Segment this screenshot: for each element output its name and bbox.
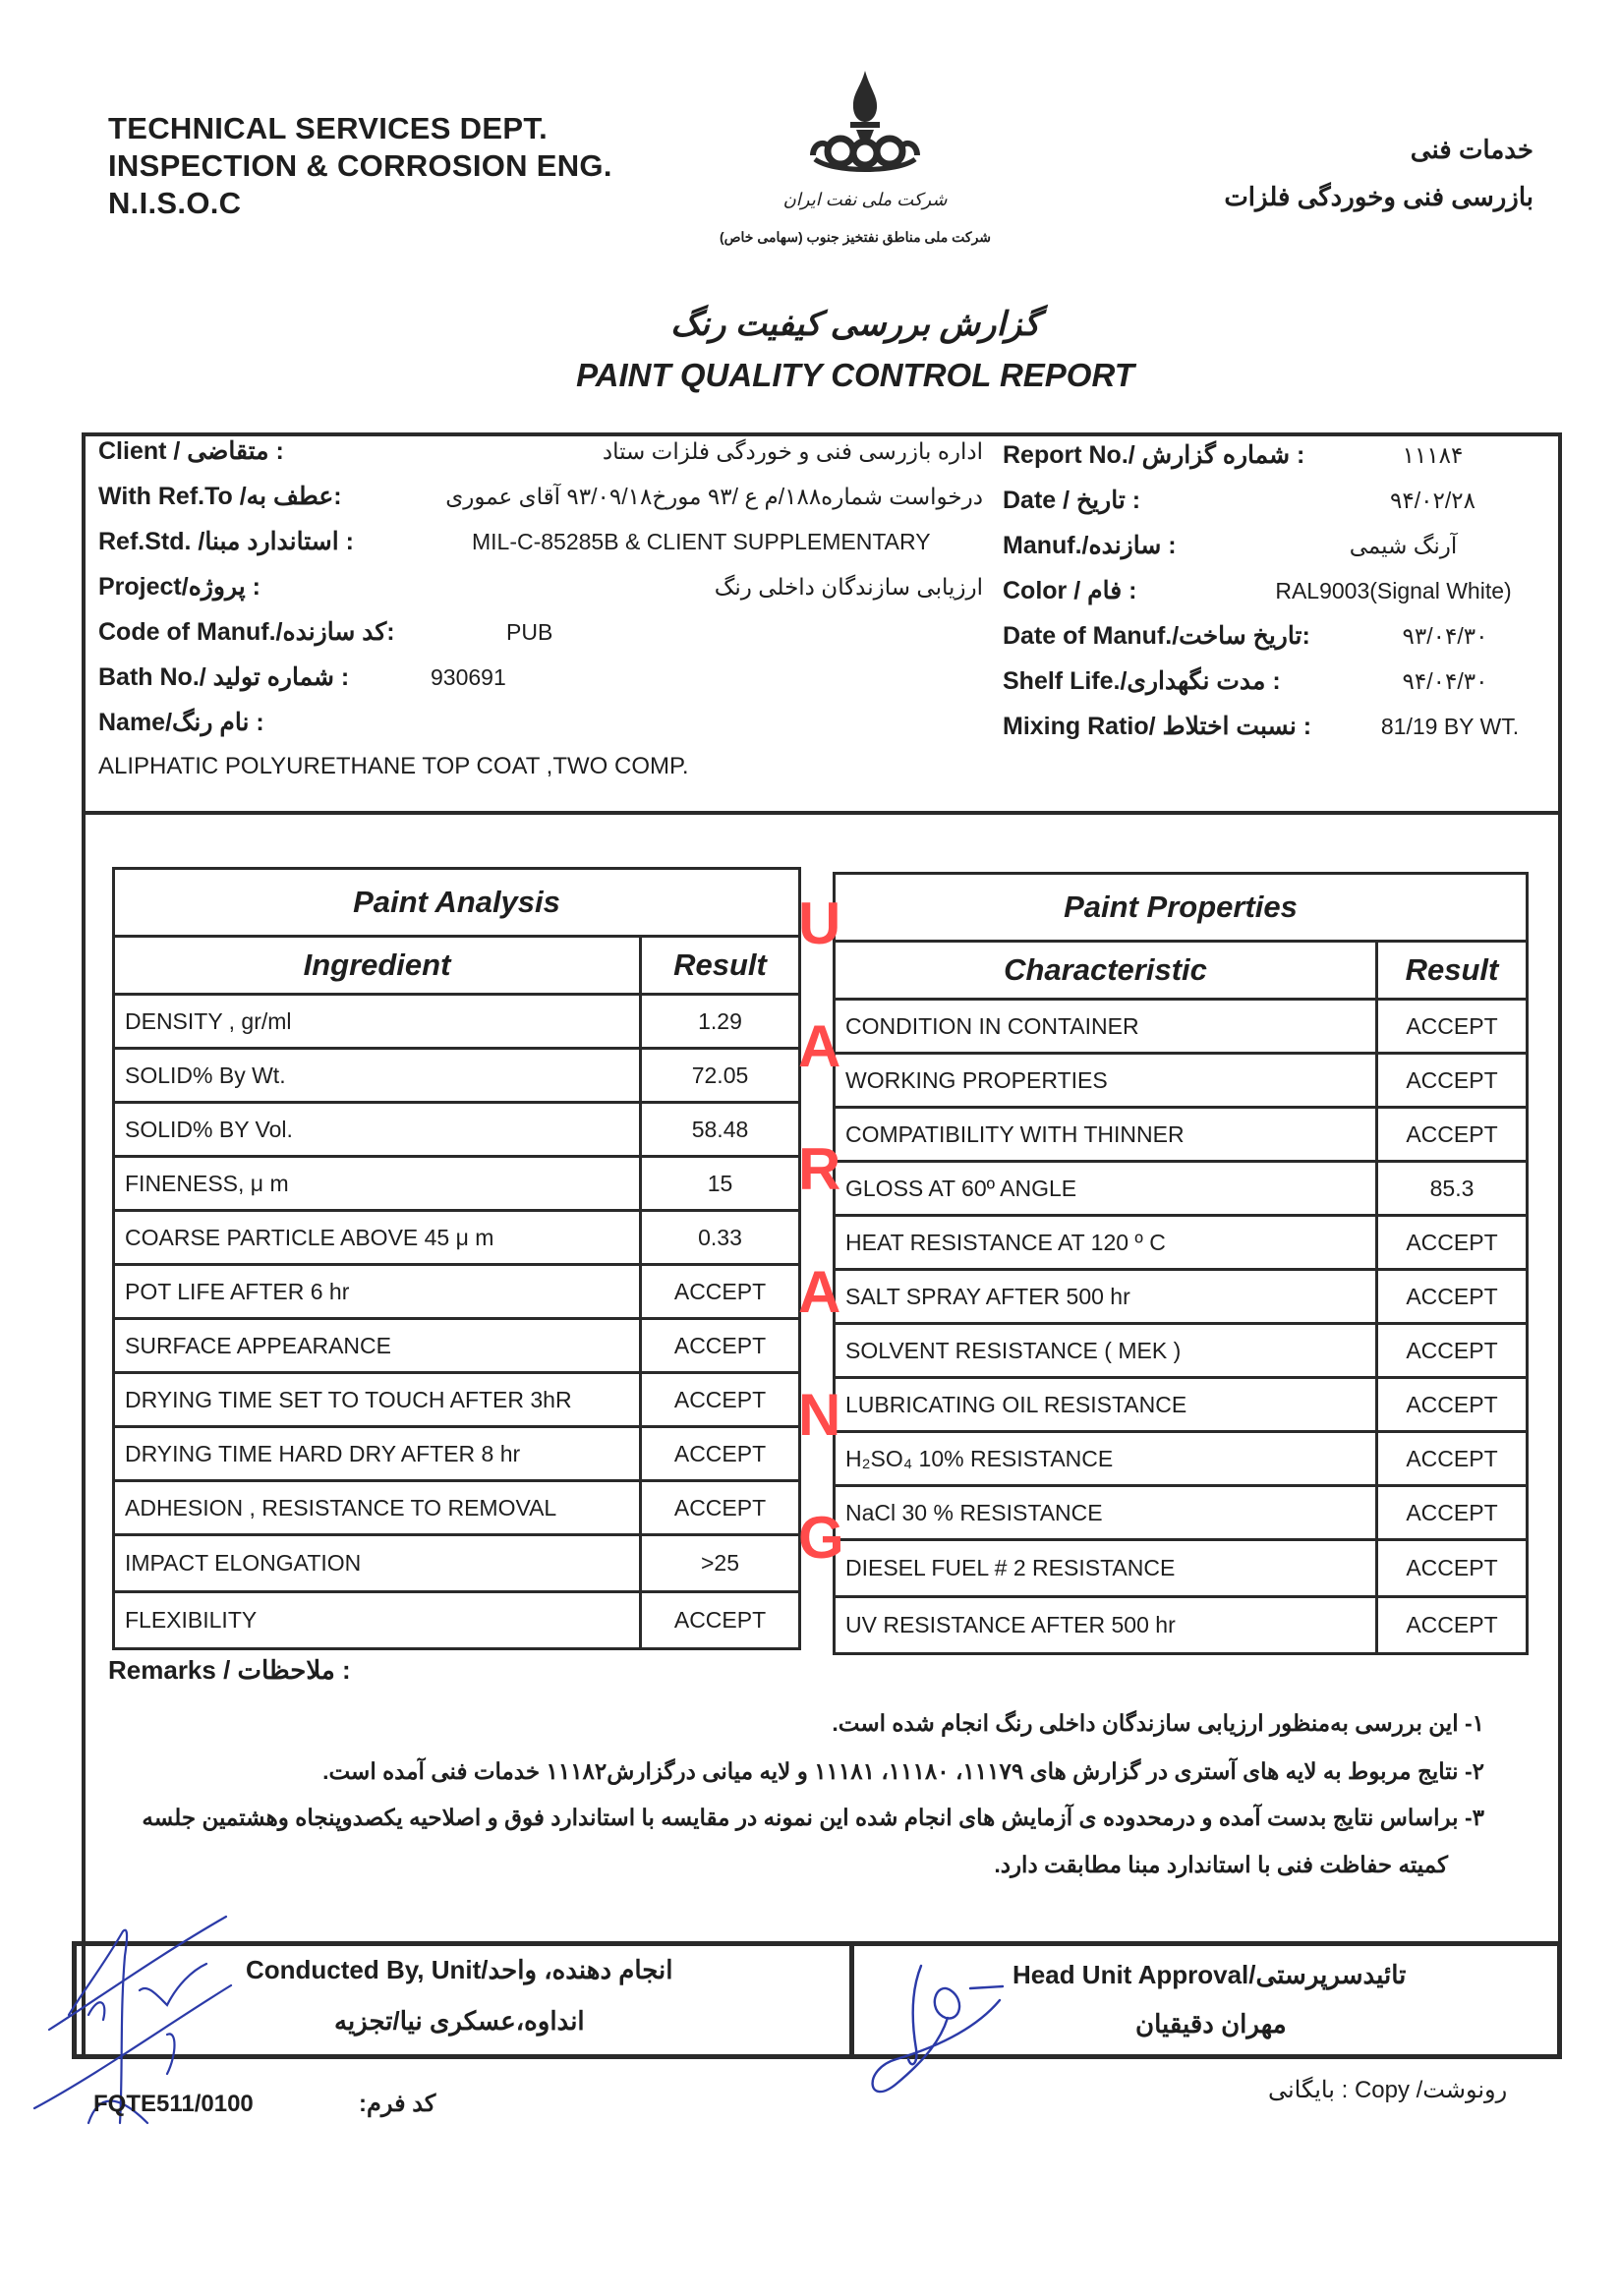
properties-row (835, 1540, 1528, 1597)
analysis-name-cell: ADHESION , RESISTANCE TO REMOVAL (114, 1481, 641, 1535)
ref-std-value: MIL-C-85285B & CLIENT SUPPLEMENTARY (472, 529, 931, 554)
analysis-col-ingredient: Ingredient (114, 937, 641, 995)
date-of-manuf-label: Date of Manuf./تاریخ ساخت: (1003, 622, 1310, 650)
persian-header-line-2: بازرسی فنی وخوردگی فلزات (1224, 182, 1533, 211)
analysis-row (114, 1319, 800, 1373)
remarks-label (108, 1654, 351, 1686)
analysis-row (114, 1211, 800, 1265)
paint-name: ALIPHATIC POLYURETHANE TOP COAT ,TWO COMP. (98, 753, 689, 779)
properties-result-cell: ACCEPT (1377, 1432, 1528, 1486)
form-code-label: کد فرم: (359, 2091, 436, 2117)
department-header (108, 110, 612, 222)
analysis-result-cell: ACCEPT (641, 1592, 800, 1649)
signature-row-left-border (72, 1941, 77, 2059)
properties-result-cell: ACCEPT (1377, 1270, 1528, 1324)
date-of-manuf-field (1003, 621, 1548, 666)
analysis-name-cell: IMPACT ELONGATION (114, 1535, 641, 1592)
conducted-by-title (246, 1954, 673, 1985)
flame-emblem-icon (791, 69, 939, 187)
dept-line-1: TECHNICAL SERVICES DEPT. (108, 111, 549, 145)
batch-no-label: Bath No./ شماره تولید : (98, 663, 350, 691)
name-field (98, 708, 983, 753)
conducted-by-label: انجام دهنده، واحد/Conducted By, Unit (246, 1955, 673, 1984)
project-value: ارزیابی سازندگان داخلی رنگ (714, 574, 983, 600)
properties-name-cell: HEAT RESISTANCE AT 120 º C (835, 1216, 1377, 1270)
conducted-by-names: انداوه،عسکری نیا/تجزیه (334, 2006, 585, 2036)
remarks-label-text: Remarks / ملاحظات : (108, 1655, 351, 1685)
properties-result-cell: 85.3 (1377, 1162, 1528, 1216)
date-value: ۹۴/۰۲/۲۸ (1390, 488, 1475, 513)
watermark-stamp (798, 875, 844, 1622)
manufacturer-field (1003, 531, 1548, 576)
analysis-result-cell: 15 (641, 1157, 800, 1211)
analysis-result-cell: ACCEPT (641, 1427, 800, 1481)
report-title-persian: گزارش بررسی کیفیت رنگ (670, 306, 1040, 343)
properties-row (835, 1486, 1528, 1540)
info-left (98, 436, 983, 792)
analysis-row (114, 1427, 800, 1481)
head-approval-title (1012, 1959, 1406, 1990)
manufacturer-label: Manuf./سازنده : (1003, 532, 1177, 559)
persian-header-line-1: خدمات فنی (1410, 135, 1533, 164)
mixing-ratio-label: Mixing Ratio/ نسبت اختلاط : (1003, 713, 1312, 740)
info-divider (82, 811, 1562, 815)
properties-result-cell: ACCEPT (1377, 1216, 1528, 1270)
watermark-letter: G (798, 1505, 844, 1571)
with-ref-value: درخواست شماره۱۸۸/م ع /۹۳ مورخ۹۳/۰۹/۱۸ آقای عموری (445, 484, 983, 509)
properties-name-cell: COMPATIBILITY WITH THINNER (835, 1108, 1377, 1162)
date-label: Date / تاریخ : (1003, 487, 1141, 514)
properties-row (835, 1270, 1528, 1324)
color-field (1003, 576, 1548, 621)
properties-name-cell: LUBRICATING OIL RESISTANCE (835, 1378, 1377, 1432)
analysis-name-cell: POT LIFE AFTER 6 hr (114, 1265, 641, 1319)
properties-row (835, 1324, 1528, 1378)
watermark-letter: R (798, 1136, 841, 1202)
ref-std-field (98, 527, 983, 572)
properties-name-cell: NaCl 30 % RESISTANCE (835, 1486, 1377, 1540)
analysis-name-cell: SOLID% BY Vol. (114, 1103, 641, 1157)
analysis-result-cell: ACCEPT (641, 1373, 800, 1427)
properties-name-cell: CONDITION IN CONTAINER (835, 1000, 1377, 1054)
properties-row (835, 1108, 1528, 1162)
shelf-life-value: ۹۴/۰۴/۳۰ (1402, 668, 1488, 694)
mixing-ratio-field (1003, 712, 1548, 757)
code-of-manuf-value: PUB (506, 619, 553, 645)
project-field (98, 572, 983, 617)
paint-analysis-table (112, 867, 801, 1650)
manufacturer-value: آرنگ شیمی (1349, 533, 1458, 558)
analysis-name-cell: SURFACE APPEARANCE (114, 1319, 641, 1373)
date-field (1003, 486, 1548, 531)
properties-col-result: Result (1377, 942, 1528, 1000)
report-title: PAINT QUALITY CONTROL REPORT (576, 357, 1134, 393)
client-value: اداره بازرسی فنی و خوردگی فلزات ستاد (602, 438, 983, 464)
copy-distribution: رونوشت/ Copy : بایگانی (1268, 2077, 1508, 2103)
analysis-result-cell: 0.33 (641, 1211, 800, 1265)
head-approval-label: تائیدسرپرستی/Head Unit Approval (1012, 1960, 1407, 1989)
properties-row (835, 1216, 1528, 1270)
properties-name-cell: GLOSS AT 60º ANGLE (835, 1162, 1377, 1216)
report-no-field (1003, 440, 1548, 486)
properties-result-cell: ACCEPT (1377, 1486, 1528, 1540)
analysis-row (114, 995, 800, 1049)
project-label: Project/پروژه : (98, 573, 260, 601)
form-code: FQTE511/0100 (93, 2091, 254, 2117)
remark-line-1: ۱- این بررسی به‌منظور ارزیابی سازندگان داخلی رنگ انجام شده است. (832, 1710, 1484, 1736)
analysis-name-cell: FLEXIBILITY (114, 1592, 641, 1649)
analysis-row (114, 1481, 800, 1535)
analysis-row (114, 1373, 800, 1427)
info-right (1003, 440, 1548, 757)
shelf-life-field (1003, 666, 1548, 712)
company-subtitle: شرکت ملی مناطق نفتخیز جنوب (سهامی خاص) (719, 229, 992, 245)
analysis-result-cell: 72.05 (641, 1049, 800, 1103)
properties-name-cell: H₂SO₄ 10% RESISTANCE (835, 1432, 1377, 1486)
properties-result-cell: ACCEPT (1377, 1324, 1528, 1378)
batch-no-field (98, 662, 983, 708)
analysis-name-cell: DRYING TIME SET TO TOUCH AFTER 3hR (114, 1373, 641, 1427)
code-of-manuf-label: Code of Manuf./کد سازنده: (98, 618, 395, 646)
properties-row (835, 1432, 1528, 1486)
name-label: Name/نام رنگ : (98, 709, 264, 736)
properties-result-cell: ACCEPT (1377, 1000, 1528, 1054)
watermark-letter: A (798, 1013, 841, 1079)
properties-row (835, 1000, 1528, 1054)
signature-row-right-border (1557, 1941, 1562, 2059)
analysis-name-cell: COARSE PARTICLE ABOVE 45 μ m (114, 1211, 641, 1265)
analysis-name-cell: DRYING TIME HARD DRY AFTER 8 hr (114, 1427, 641, 1481)
client-label: Client / متقاضی : (98, 437, 284, 465)
batch-no-value: 930691 (431, 664, 506, 690)
analysis-result-cell: 1.29 (641, 995, 800, 1049)
report-no-value: ۱۱۱۸۴ (1402, 442, 1464, 468)
report-no-label: Report No./ شماره گزارش : (1003, 441, 1305, 469)
client-field (98, 436, 983, 482)
head-approval-name: مهران دقیقیان (1135, 2009, 1287, 2038)
paint-name-line (98, 753, 983, 792)
analysis-row (114, 1265, 800, 1319)
shelf-life-label: Shelf Life./مدت نگهداری : (1003, 667, 1281, 695)
dept-line-3: N.I.S.O.C (108, 186, 242, 220)
signature-row-divider (849, 1941, 854, 2059)
properties-name-cell: SALT SPRAY AFTER 500 hr (835, 1270, 1377, 1324)
logo-caption: شرکت ملی نفت ایران (782, 190, 948, 209)
analysis-row (114, 1535, 800, 1592)
remark-line-4: کمیته حفاظت فنی با استاندارد مبنا مطابقت دارد. (994, 1852, 1448, 1877)
analysis-name-cell: FINENESS, μ m (114, 1157, 641, 1211)
properties-result-cell: ACCEPT (1377, 1597, 1528, 1654)
dept-line-2: INSPECTION & CORROSION ENG. (108, 148, 612, 183)
ref-std-label: Ref.Std. /استاندارد مبنا : (98, 528, 354, 555)
date-of-manuf-value: ۹۳/۰۴/۳۰ (1402, 623, 1488, 649)
properties-row (835, 1054, 1528, 1108)
analysis-row (114, 1049, 800, 1103)
analysis-title: Paint Analysis (114, 869, 800, 937)
analysis-result-cell: ACCEPT (641, 1481, 800, 1535)
analysis-row (114, 1157, 800, 1211)
properties-name-cell: WORKING PROPERTIES (835, 1054, 1377, 1108)
analysis-name-cell: DENSITY , gr/ml (114, 995, 641, 1049)
properties-row (835, 1162, 1528, 1216)
analysis-result-cell: ACCEPT (641, 1319, 800, 1373)
with-ref-label: With Ref.To /عطف به: (98, 483, 342, 510)
analysis-result-cell: >25 (641, 1535, 800, 1592)
remark-line-3: ۳- براساس نتایج بدست آمده و درمحدوده ی آزمایش های انجام شده این نمونه در مقایسه با استاندارد فوق و اصلاحیه یکصدوپنجاه وهشتمین جلسه (142, 1805, 1484, 1830)
analysis-result-cell: 58.48 (641, 1103, 800, 1157)
watermark-letter: N (798, 1382, 841, 1448)
analysis-row (114, 1592, 800, 1649)
watermark-letter: A (798, 1259, 841, 1325)
properties-title: Paint Properties (835, 874, 1528, 942)
properties-row (835, 1378, 1528, 1432)
properties-name-cell: SOLVENT RESISTANCE ( MEK ) (835, 1324, 1377, 1378)
code-of-manuf-field (98, 617, 983, 662)
persian-header (1180, 126, 1533, 220)
properties-name-cell: UV RESISTANCE AFTER 500 hr (835, 1597, 1377, 1654)
analysis-col-result: Result (641, 937, 800, 995)
properties-col-characteristic: Characteristic (835, 942, 1377, 1000)
analysis-result-cell: ACCEPT (641, 1265, 800, 1319)
mixing-ratio-value: 81/19 BY WT. (1380, 714, 1520, 739)
properties-result-cell: ACCEPT (1377, 1108, 1528, 1162)
paint-properties-table (833, 872, 1529, 1655)
properties-result-cell: ACCEPT (1377, 1378, 1528, 1432)
properties-result-cell: ACCEPT (1377, 1054, 1528, 1108)
properties-row (835, 1597, 1528, 1654)
analysis-row (114, 1103, 800, 1157)
watermark-letter: U (798, 890, 841, 956)
color-value: RAL9003(Signal White) (1275, 578, 1512, 603)
properties-name-cell: DIESEL FUEL # 2 RESISTANCE (835, 1540, 1377, 1597)
color-label: Color / فام : (1003, 577, 1137, 604)
properties-result-cell: ACCEPT (1377, 1540, 1528, 1597)
analysis-name-cell: SOLID% By Wt. (114, 1049, 641, 1103)
with-ref-field (98, 482, 983, 527)
remark-line-2: ۲- نتایج مربوط به لایه های آستری در گزارش های ۱۱۱۷۹، ۱۱۱۸۰، ۱۱۱۸۱ و لایه میانی درگزارش۱۱۱۸۲ خدمات فنی آمده است. (322, 1758, 1484, 1784)
